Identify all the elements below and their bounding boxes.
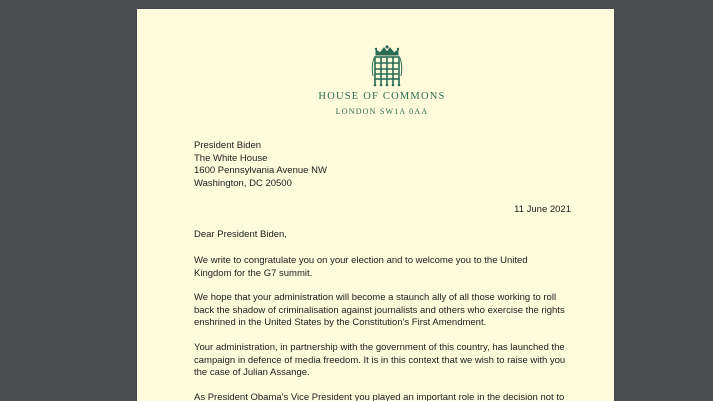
recipient-line: The White House bbox=[194, 152, 268, 164]
portcullis-icon bbox=[370, 44, 404, 88]
paragraph-line: Your administration, in partnership with the government of this country, has launched the bbox=[194, 342, 565, 353]
recipient-line: Washington, DC 20500 bbox=[194, 177, 292, 189]
paragraph bbox=[194, 255, 528, 280]
recipient-line: 1600 Pennsylvania Avenue NW bbox=[194, 165, 327, 176]
salutation: Dear President Biden, bbox=[194, 229, 287, 240]
paragraph bbox=[194, 342, 565, 380]
paragraph-line: We hope that your administration will become a staunch ally of all those working to roll bbox=[194, 292, 557, 303]
paragraph-line: campaign in defence of media freedom. It is in this context that we wish to raise with you bbox=[194, 354, 566, 366]
letter-page bbox=[137, 9, 614, 401]
recipient-address bbox=[194, 140, 327, 190]
recipient-line: President Biden bbox=[194, 140, 262, 151]
paragraph-line: We write to congratulate you on your election and to welcome you to the United bbox=[194, 255, 528, 266]
paragraph-line: enshrined in the United States by the Constitution's First Amendment. bbox=[194, 317, 487, 328]
organization-address: LONDON SW1A 0AA bbox=[335, 107, 429, 116]
paragraph-line: back the shadow of criminalisation against journalists and others who exercise the rights bbox=[194, 304, 565, 316]
organization-name: HOUSE OF COMMONS bbox=[318, 91, 446, 102]
paragraph-line: Kingdom for the G7 summit. bbox=[194, 267, 313, 279]
paragraph bbox=[194, 392, 564, 401]
paragraph bbox=[194, 292, 565, 330]
paragraph-line: As President Obama's Vice President you played an important role in the decision not to bbox=[194, 392, 565, 401]
letter-date: 11 June 2021 bbox=[514, 204, 571, 215]
paragraph-line: the case of Julian Assange. bbox=[194, 367, 310, 378]
